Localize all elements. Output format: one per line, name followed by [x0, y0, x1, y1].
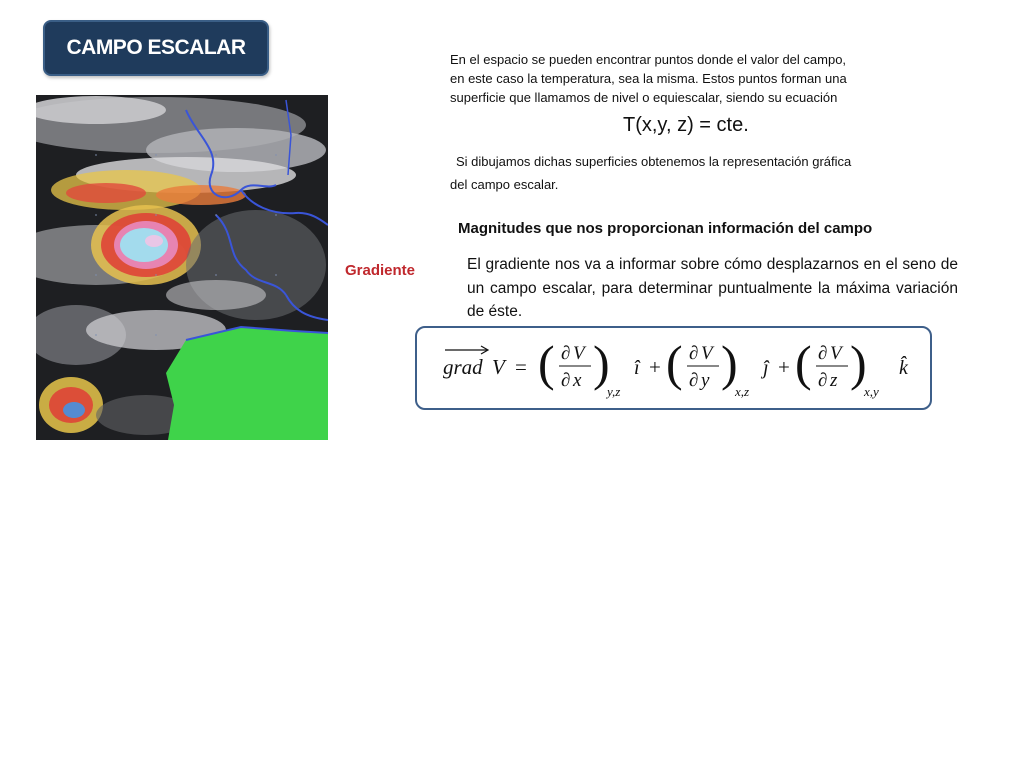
partial-symbol: ∂: [689, 370, 699, 391]
grad-operator: grad: [443, 355, 483, 379]
partial-symbol: ∂: [818, 343, 828, 364]
subscript-xz: x,z: [735, 384, 750, 399]
denominator-y: y: [701, 370, 710, 391]
paren-open: (: [666, 335, 683, 391]
level-surface-equation: T(x,y, z) = cte.: [623, 114, 749, 136]
magnitudes-heading: Magnitudes que nos proporcionan información del campo: [458, 220, 873, 237]
function-v: V: [492, 355, 505, 379]
partial-symbol: ∂: [561, 343, 571, 364]
gradient-label: Gradiente: [345, 262, 416, 279]
partial-symbol: ∂: [689, 343, 699, 364]
gradient-description: El gradiente nos va a informar sobre cómo desplazarnos en el seno de un campo escalar, para determinar puntualmente la máxima variación de éste.: [467, 256, 958, 320]
plus-sign: +: [778, 355, 790, 379]
numerator-v: V: [573, 343, 585, 364]
unit-vector-i: î: [634, 357, 640, 379]
unit-vector-k: k̂: [899, 357, 908, 379]
subscript-xy: x,y: [864, 384, 879, 399]
plus-sign: +: [649, 355, 661, 379]
surface-line: Si dibujamos dichas superficies obtenemos la representación gráfica: [456, 154, 852, 169]
intro-paragraph: [450, 50, 930, 107]
surface-line: del campo escalar.: [450, 177, 559, 192]
denominator-z: z: [830, 370, 838, 391]
intro-line: en este caso la temperatura, sea la misma. Estos puntos forman una: [450, 71, 847, 86]
subscript-yz: y,z: [607, 384, 621, 399]
surface-paragraph: [450, 150, 930, 196]
intro-line: superficie que llamamos de nivel o equiescalar, siendo su ecuación: [450, 90, 838, 105]
title-box: [43, 20, 269, 76]
paren-close: ): [593, 335, 610, 391]
slide-title: CAMPO ESCALAR: [66, 36, 246, 59]
numerator-v: V: [830, 343, 842, 364]
gradient-formula-box: [415, 326, 932, 410]
partial-symbol: ∂: [818, 370, 828, 391]
gradient-formula: [417, 328, 929, 407]
satellite-image: [36, 95, 328, 440]
equals-sign: =: [515, 355, 527, 379]
denominator-x: x: [573, 370, 582, 391]
intro-line: En el espacio se pueden encontrar puntos donde el valor del campo,: [450, 52, 847, 67]
partial-symbol: ∂: [561, 370, 571, 391]
unit-vector-j: ĵ: [763, 357, 769, 379]
numerator-v: V: [701, 343, 713, 364]
paren-close: ): [850, 335, 867, 391]
paren-open: (: [795, 335, 812, 391]
satellite-image-graphic: [36, 95, 328, 440]
paren-close: ): [721, 335, 738, 391]
paren-open: (: [538, 335, 555, 391]
